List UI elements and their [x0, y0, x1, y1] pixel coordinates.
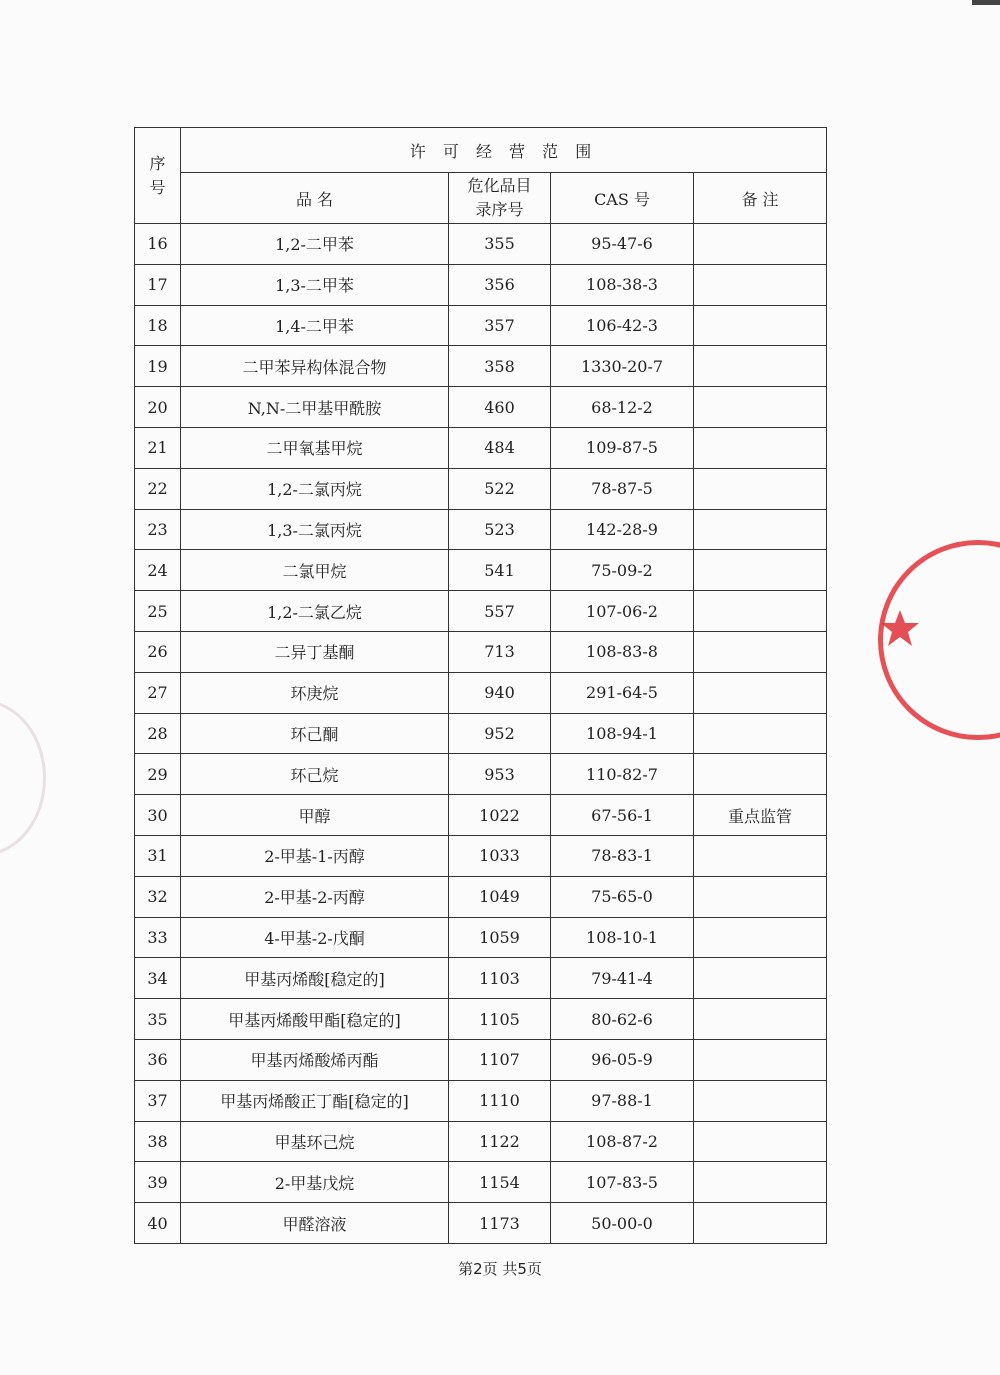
cell-seq: 16 [135, 224, 181, 265]
cell-remark [694, 1039, 827, 1080]
table-row [135, 1162, 827, 1203]
header-remark: 备 注 [694, 173, 827, 224]
cell-catalog-no: 355 [449, 224, 551, 265]
cell-cas: 108-38-3 [551, 264, 694, 305]
cell-name: 二甲苯异构体混合物 [181, 346, 449, 387]
cell-catalog-no: 522 [449, 468, 551, 509]
faint-seal-mark [0, 700, 46, 856]
cell-catalog-no: 541 [449, 550, 551, 591]
table-row [135, 917, 827, 958]
cell-cas: 110-82-7 [551, 754, 694, 795]
cell-remark [694, 550, 827, 591]
cell-catalog-no: 358 [449, 346, 551, 387]
cell-name: 二异丁基酮 [181, 631, 449, 672]
cell-remark [694, 591, 827, 632]
cell-seq: 35 [135, 999, 181, 1040]
cell-catalog-no: 484 [449, 427, 551, 468]
cell-cas: 80-62-6 [551, 999, 694, 1040]
header-catalog-no: 危化品目 录序号 [449, 173, 551, 224]
cell-catalog-no: 557 [449, 591, 551, 632]
cell-cas: 78-87-5 [551, 468, 694, 509]
cell-name: 1,3-二氯丙烷 [181, 509, 449, 550]
cell-seq: 21 [135, 427, 181, 468]
cell-cas: 67-56-1 [551, 795, 694, 836]
cell-cas: 50-00-0 [551, 1203, 694, 1244]
cell-name: 二甲氧基甲烷 [181, 427, 449, 468]
cell-seq: 24 [135, 550, 181, 591]
table-row [135, 468, 827, 509]
licensed-scope-table [134, 127, 827, 1244]
table-row [135, 224, 827, 265]
cell-seq: 38 [135, 1121, 181, 1162]
table-row [135, 427, 827, 468]
cell-name: 甲基丙烯酸甲酯[稳定的] [181, 999, 449, 1040]
cell-cas: 108-94-1 [551, 713, 694, 754]
cell-name: 环己酮 [181, 713, 449, 754]
table-row [135, 346, 827, 387]
cell-catalog-no: 1110 [449, 1080, 551, 1121]
table-row [135, 713, 827, 754]
cell-catalog-no: 713 [449, 631, 551, 672]
cell-catalog-no: 1105 [449, 999, 551, 1040]
cell-seq: 39 [135, 1162, 181, 1203]
cell-remark [694, 917, 827, 958]
scan-corner-mark [972, 0, 1000, 5]
cell-catalog-no: 1154 [449, 1162, 551, 1203]
cell-seq: 26 [135, 631, 181, 672]
cell-name: 4-甲基-2-戊酮 [181, 917, 449, 958]
table-row [135, 795, 827, 836]
cell-remark [694, 672, 827, 713]
cell-remark [694, 713, 827, 754]
cell-cas: 68-12-2 [551, 387, 694, 428]
table-row [135, 672, 827, 713]
cell-catalog-no: 1059 [449, 917, 551, 958]
cell-name: 甲基环己烷 [181, 1121, 449, 1162]
cell-cas: 96-05-9 [551, 1039, 694, 1080]
cell-remark [694, 1203, 827, 1244]
cell-cas: 97-88-1 [551, 1080, 694, 1121]
cell-seq: 27 [135, 672, 181, 713]
table-row [135, 1039, 827, 1080]
cell-name: 环己烷 [181, 754, 449, 795]
cell-remark [694, 958, 827, 999]
table-row [135, 305, 827, 346]
cell-cas: 75-09-2 [551, 550, 694, 591]
cell-seq: 33 [135, 917, 181, 958]
cell-name: 1,2-二氯乙烷 [181, 591, 449, 632]
table-row [135, 264, 827, 305]
cell-remark [694, 224, 827, 265]
table-row [135, 835, 827, 876]
cell-name: 甲醛溶液 [181, 1203, 449, 1244]
cell-seq: 37 [135, 1080, 181, 1121]
cell-catalog-no: 1173 [449, 1203, 551, 1244]
cell-seq: 18 [135, 305, 181, 346]
cell-cas: 75-65-0 [551, 876, 694, 917]
cell-remark [694, 509, 827, 550]
table-row [135, 1080, 827, 1121]
cell-cas: 108-10-1 [551, 917, 694, 958]
cell-catalog-no: 356 [449, 264, 551, 305]
cell-cas: 106-42-3 [551, 305, 694, 346]
seal-star-icon [880, 608, 920, 648]
cell-catalog-no: 357 [449, 305, 551, 346]
cell-name: 2-甲基-2-丙醇 [181, 876, 449, 917]
cell-name: 1,2-二氯丙烷 [181, 468, 449, 509]
cell-catalog-no: 952 [449, 713, 551, 754]
table-row [135, 591, 827, 632]
cell-remark [694, 264, 827, 305]
cell-seq: 34 [135, 958, 181, 999]
cell-name: 甲醇 [181, 795, 449, 836]
cell-seq: 36 [135, 1039, 181, 1080]
cell-name: 2-甲基-1-丙醇 [181, 835, 449, 876]
cell-catalog-no: 1022 [449, 795, 551, 836]
cell-seq: 20 [135, 387, 181, 428]
cell-seq: 31 [135, 835, 181, 876]
table-row [135, 754, 827, 795]
cell-name: N,N-二甲基甲酰胺 [181, 387, 449, 428]
cell-cas: 95-47-6 [551, 224, 694, 265]
cell-name: 环庚烷 [181, 672, 449, 713]
cell-remark [694, 835, 827, 876]
cell-name: 甲基丙烯酸烯丙酯 [181, 1039, 449, 1080]
table-row [135, 999, 827, 1040]
cell-remark [694, 631, 827, 672]
cell-name: 甲基丙烯酸[稳定的] [181, 958, 449, 999]
table-row [135, 1121, 827, 1162]
table-row [135, 631, 827, 672]
cell-seq: 30 [135, 795, 181, 836]
cell-catalog-no: 1107 [449, 1039, 551, 1080]
cell-cas: 79-41-4 [551, 958, 694, 999]
cell-seq: 25 [135, 591, 181, 632]
cell-remark [694, 1121, 827, 1162]
table-row [135, 958, 827, 999]
cell-cas: 109-87-5 [551, 427, 694, 468]
cell-remark [694, 876, 827, 917]
header-scope: 许 可 经 营 范 围 [181, 128, 827, 173]
cell-cas: 107-83-5 [551, 1162, 694, 1203]
header-seq: 序 号 [135, 128, 181, 224]
cell-name: 1,3-二甲苯 [181, 264, 449, 305]
table-row [135, 509, 827, 550]
cell-seq: 28 [135, 713, 181, 754]
cell-remark [694, 1080, 827, 1121]
cell-catalog-no: 953 [449, 754, 551, 795]
cell-name: 1,2-二甲苯 [181, 224, 449, 265]
cell-cas: 108-87-2 [551, 1121, 694, 1162]
cell-remark [694, 1162, 827, 1203]
cell-cas: 291-64-5 [551, 672, 694, 713]
cell-remark [694, 468, 827, 509]
cell-remark: 重点监管 [694, 795, 827, 836]
table-row [135, 387, 827, 428]
page-number: 第2页 共5页 [458, 1260, 542, 1278]
cell-seq: 32 [135, 876, 181, 917]
cell-cas: 142-28-9 [551, 509, 694, 550]
table-row [135, 876, 827, 917]
header-name: 品 名 [181, 173, 449, 224]
cell-cas: 107-06-2 [551, 591, 694, 632]
cell-remark [694, 305, 827, 346]
cell-name: 二氯甲烷 [181, 550, 449, 591]
cell-cas: 1330-20-7 [551, 346, 694, 387]
cell-name: 甲基丙烯酸正丁酯[稳定的] [181, 1080, 449, 1121]
cell-remark [694, 427, 827, 468]
cell-seq: 22 [135, 468, 181, 509]
cell-seq: 40 [135, 1203, 181, 1244]
cell-catalog-no: 1122 [449, 1121, 551, 1162]
cell-cas: 108-83-8 [551, 631, 694, 672]
table-row [135, 550, 827, 591]
cell-seq: 29 [135, 754, 181, 795]
cell-seq: 17 [135, 264, 181, 305]
cell-seq: 19 [135, 346, 181, 387]
cell-name: 2-甲基戊烷 [181, 1162, 449, 1203]
cell-catalog-no: 1049 [449, 876, 551, 917]
cell-catalog-no: 460 [449, 387, 551, 428]
table-row [135, 1203, 827, 1244]
cell-seq: 23 [135, 509, 181, 550]
cell-catalog-no: 940 [449, 672, 551, 713]
cell-remark [694, 387, 827, 428]
cell-cas: 78-83-1 [551, 835, 694, 876]
cell-catalog-no: 523 [449, 509, 551, 550]
cell-remark [694, 999, 827, 1040]
cell-remark [694, 346, 827, 387]
cell-catalog-no: 1103 [449, 958, 551, 999]
cell-catalog-no: 1033 [449, 835, 551, 876]
header-cas: CAS 号 [551, 173, 694, 224]
cell-remark [694, 754, 827, 795]
cell-name: 1,4-二甲苯 [181, 305, 449, 346]
